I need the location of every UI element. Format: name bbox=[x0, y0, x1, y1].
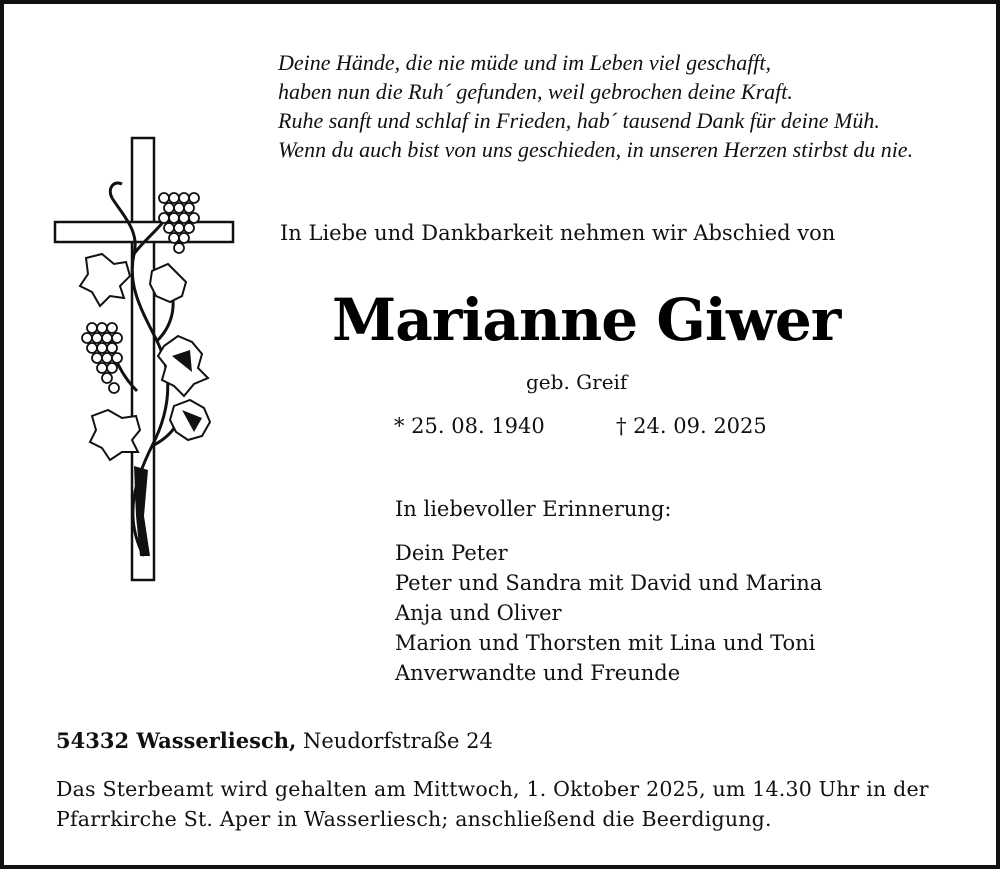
poem-line: Deine Hände, die nie müde und im Leben viel geschafft, bbox=[278, 50, 772, 75]
address-street: Neudorfstraße 24 bbox=[303, 729, 493, 753]
mourner: Anverwandte und Freunde bbox=[395, 661, 681, 685]
service-line: Pfarrkirche St. Aper in Wasserliesch; anschließend die Beerdigung. bbox=[56, 807, 772, 831]
death-date: † 24. 09. 2025 bbox=[616, 414, 767, 438]
mourner: Peter und Sandra mit David und Marina bbox=[395, 571, 823, 595]
mourner: Marion und Thorsten mit Lina und Toni bbox=[395, 631, 816, 655]
address-city: 54332 Wasserliesch, bbox=[56, 728, 297, 753]
address bbox=[56, 728, 493, 753]
birth-date: * 25. 08. 1940 bbox=[394, 414, 545, 438]
mourner: Anja und Oliver bbox=[395, 601, 562, 625]
deceased-name: Marianne Giwer bbox=[332, 286, 841, 354]
cross-with-grapevine-icon bbox=[52, 136, 237, 586]
birth-name: geb. Greif bbox=[526, 370, 628, 394]
service-info bbox=[56, 774, 929, 834]
mourners-list bbox=[395, 538, 822, 688]
intro-text: In Liebe und Dankbarkeit nehmen wir Abschied von bbox=[280, 221, 836, 245]
mourner: Dein Peter bbox=[395, 541, 508, 565]
poem-line: haben nun die Ruh´ gefunden, weil gebrochen deine Kraft. bbox=[278, 79, 793, 104]
poem-line: Ruhe sanft und schlaf in Frieden, hab´ tausend Dank für deine Müh. bbox=[278, 108, 880, 133]
poem bbox=[278, 48, 978, 164]
memory-title: In liebevoller Erinnerung: bbox=[395, 497, 672, 521]
service-line: Das Sterbeamt wird gehalten am Mittwoch, 1. Oktober 2025, um 14.30 Uhr in der bbox=[56, 777, 929, 801]
poem-line: Wenn du auch bist von uns geschieden, in unseren Herzen stirbst du nie. bbox=[278, 137, 914, 162]
